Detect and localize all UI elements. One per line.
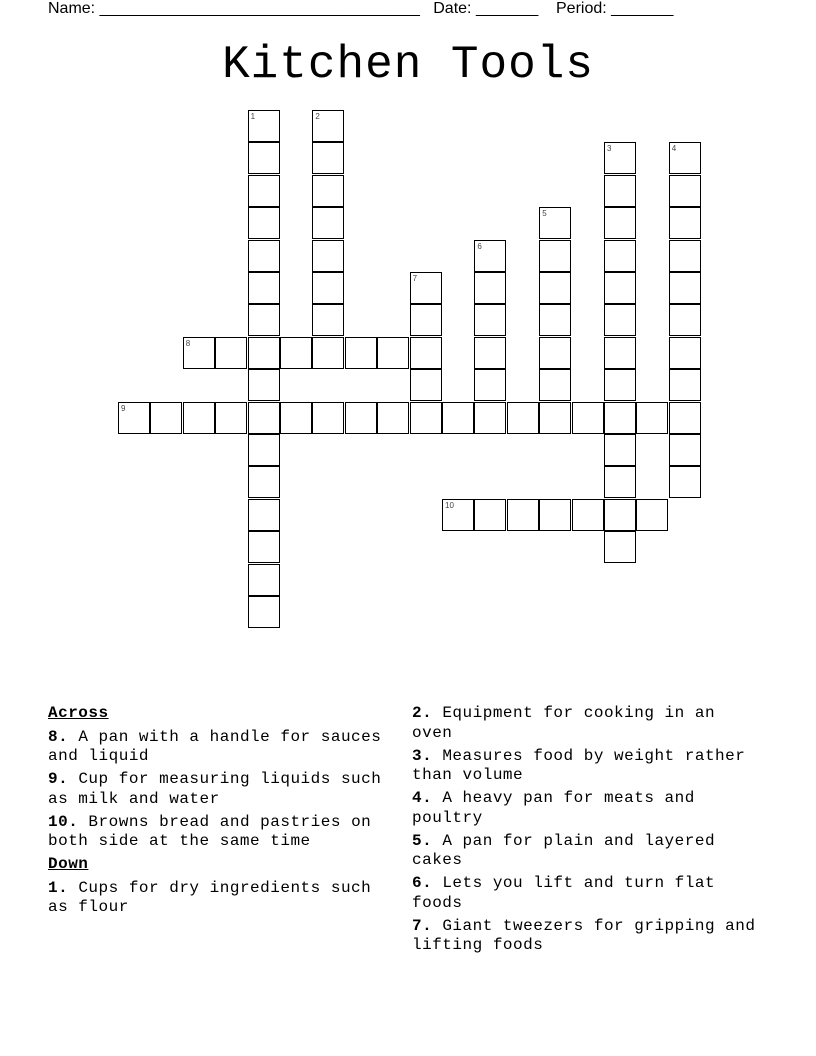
clue-text: Lets you lift and turn flat foods xyxy=(412,874,716,912)
crossword-cell[interactable] xyxy=(539,337,571,369)
crossword-cell[interactable] xyxy=(377,402,409,434)
crossword-cell[interactable] xyxy=(539,207,571,239)
crossword-cell[interactable] xyxy=(507,402,539,434)
clue-text: A heavy pan for meats and poultry xyxy=(412,789,695,827)
crossword-cell[interactable] xyxy=(539,240,571,272)
clue-down-5 xyxy=(412,832,762,871)
crossword-cell[interactable] xyxy=(248,337,280,369)
crossword-cell[interactable] xyxy=(248,499,280,531)
crossword-cell[interactable] xyxy=(669,434,701,466)
crossword-cell[interactable] xyxy=(604,466,636,498)
clue-text: Measures food by weight rather than volume xyxy=(412,746,746,784)
crossword-cell[interactable] xyxy=(312,240,344,272)
crossword-cell[interactable] xyxy=(474,402,506,434)
crossword-cell[interactable] xyxy=(410,304,442,336)
crossword-cell[interactable] xyxy=(539,402,571,434)
cell-number: 7 xyxy=(412,274,418,283)
clue-number: 2. xyxy=(412,704,433,722)
name-date-period-line: Name: ____________________________________ Date: _______ Period: _______ xyxy=(48,0,674,17)
clue-down-3 xyxy=(412,747,762,786)
clue-number: 5. xyxy=(412,831,433,850)
crossword-cell[interactable] xyxy=(345,402,377,434)
crossword-cell[interactable] xyxy=(539,369,571,401)
clue-number: 4. xyxy=(412,789,433,807)
clue-text: Giant tweezers for gripping and lifting foods xyxy=(412,916,756,954)
crossword-cell[interactable] xyxy=(669,369,701,401)
crossword-cell[interactable] xyxy=(636,402,668,434)
cell-number: 6 xyxy=(477,241,482,251)
crossword-cell[interactable] xyxy=(539,499,571,531)
clue-across-10 xyxy=(48,813,398,852)
crossword-cell[interactable] xyxy=(474,240,506,272)
crossword-cell[interactable] xyxy=(507,499,539,531)
cell-number: 8 xyxy=(185,338,191,348)
cell-number: 5 xyxy=(542,209,547,219)
crossword-cell[interactable] xyxy=(442,402,474,434)
crossword-cell[interactable] xyxy=(312,337,344,369)
clue-text: Cups for dry ingredients such as flour xyxy=(48,878,372,916)
crossword-cell[interactable] xyxy=(280,337,312,369)
clue-across-9 xyxy=(48,770,398,809)
crossword-cell[interactable] xyxy=(312,207,344,239)
crossword-cell[interactable] xyxy=(410,369,442,401)
crossword-cell[interactable] xyxy=(118,402,150,434)
crossword-cell[interactable] xyxy=(604,207,636,239)
crossword-cell[interactable] xyxy=(669,175,701,207)
clue-number: 1. xyxy=(48,878,69,897)
clue-number: 7. xyxy=(412,916,433,935)
crossword-cell[interactable] xyxy=(248,434,280,466)
crossword-cell[interactable] xyxy=(636,499,668,531)
crossword-cell[interactable] xyxy=(248,142,280,174)
crossword-cell[interactable] xyxy=(312,272,344,304)
crossword-cell[interactable] xyxy=(410,272,442,304)
crossword-cell[interactable] xyxy=(669,337,701,369)
clue-down-2 xyxy=(412,704,762,743)
crossword-cell[interactable] xyxy=(604,175,636,207)
clue-number: 6. xyxy=(412,874,433,892)
crossword-cell[interactable] xyxy=(312,110,344,142)
crossword-cell[interactable] xyxy=(248,531,280,563)
crossword-cell[interactable] xyxy=(215,337,247,369)
crossword-cell[interactable] xyxy=(248,304,280,336)
clue-text: Equipment for cooking in an oven xyxy=(412,704,716,742)
crossword-cell[interactable] xyxy=(312,402,344,434)
crossword-cell[interactable] xyxy=(669,272,701,304)
crossword-cell[interactable] xyxy=(474,272,506,304)
clue-number: 3. xyxy=(412,746,433,765)
crossword-cell[interactable] xyxy=(474,369,506,401)
crossword-cell[interactable] xyxy=(604,240,636,272)
crossword-cell[interactable] xyxy=(248,175,280,207)
crossword-cell[interactable] xyxy=(604,304,636,336)
crossword-cell[interactable] xyxy=(539,304,571,336)
clue-down-6 xyxy=(412,874,762,913)
crossword-cell[interactable] xyxy=(669,240,701,272)
crossword-cell[interactable] xyxy=(183,337,215,369)
across-heading: Across xyxy=(48,704,109,722)
clue-down-1 xyxy=(48,879,398,918)
crossword-cell[interactable] xyxy=(248,207,280,239)
crossword-cell[interactable] xyxy=(604,531,636,563)
crossword-cell[interactable] xyxy=(248,272,280,304)
crossword-cell[interactable] xyxy=(248,369,280,401)
clues-left-column xyxy=(48,704,398,921)
crossword-cell[interactable] xyxy=(248,466,280,498)
crossword-cell[interactable] xyxy=(248,402,280,434)
crossword-cell[interactable] xyxy=(604,434,636,466)
crossword-cell[interactable] xyxy=(248,240,280,272)
clues-right-column xyxy=(412,704,762,959)
clue-down-7 xyxy=(412,917,762,956)
crossword-cell[interactable] xyxy=(669,466,701,498)
clue-across-8 xyxy=(48,728,398,767)
crossword-cell[interactable] xyxy=(669,402,701,434)
cell-number: 4 xyxy=(671,144,677,154)
crossword-cell[interactable] xyxy=(312,175,344,207)
crossword-cell[interactable] xyxy=(604,499,636,531)
crossword-cell[interactable] xyxy=(410,337,442,369)
clue-number: 8. xyxy=(48,727,69,746)
crossword-cell[interactable] xyxy=(345,337,377,369)
clue-text: A pan for plain and layered cakes xyxy=(412,831,716,869)
clue-text: Browns bread and pastries on both side at the same time xyxy=(48,812,372,850)
crossword-cell[interactable] xyxy=(248,110,280,142)
crossword-cell[interactable] xyxy=(474,337,506,369)
crossword-cell[interactable] xyxy=(248,596,280,628)
crossword-cell[interactable] xyxy=(669,142,701,174)
crossword-cell[interactable] xyxy=(604,337,636,369)
crossword-cell[interactable] xyxy=(539,272,571,304)
crossword-cell[interactable] xyxy=(377,337,409,369)
clue-down-4 xyxy=(412,789,762,828)
crossword-cell[interactable] xyxy=(604,402,636,434)
clue-number: 9. xyxy=(48,770,69,788)
crossword-cell[interactable] xyxy=(572,499,604,531)
crossword-cell[interactable] xyxy=(572,402,604,434)
page-title: Kitchen Tools xyxy=(222,39,594,91)
crossword-cell[interactable] xyxy=(215,402,247,434)
crossword-cell[interactable] xyxy=(604,272,636,304)
crossword-cell[interactable] xyxy=(604,369,636,401)
crossword-cell[interactable] xyxy=(150,402,182,434)
crossword-cell[interactable] xyxy=(669,304,701,336)
cell-number: 9 xyxy=(121,403,126,413)
crossword-cell[interactable] xyxy=(410,402,442,434)
clue-text: Cup for measuring liquids such as milk and water xyxy=(48,770,382,808)
clue-text: A pan with a handle for sauces and liquid xyxy=(48,727,382,765)
crossword-cell[interactable] xyxy=(183,402,215,434)
cell-number: 2 xyxy=(315,112,320,121)
crossword-cell[interactable] xyxy=(280,402,312,434)
crossword-cell[interactable] xyxy=(604,142,636,174)
clue-number: 10. xyxy=(48,812,79,831)
crossword-cell[interactable] xyxy=(669,207,701,239)
crossword-cell[interactable] xyxy=(312,142,344,174)
down-heading: Down xyxy=(48,855,89,873)
cell-number: 10 xyxy=(445,500,454,510)
cell-number: 1 xyxy=(250,112,256,121)
crossword-cell[interactable] xyxy=(248,564,280,596)
crossword-cell[interactable] xyxy=(474,304,506,336)
crossword-cell[interactable] xyxy=(312,304,344,336)
crossword-cell[interactable] xyxy=(474,499,506,531)
crossword-cell[interactable] xyxy=(442,499,474,531)
cell-number: 3 xyxy=(607,144,612,154)
